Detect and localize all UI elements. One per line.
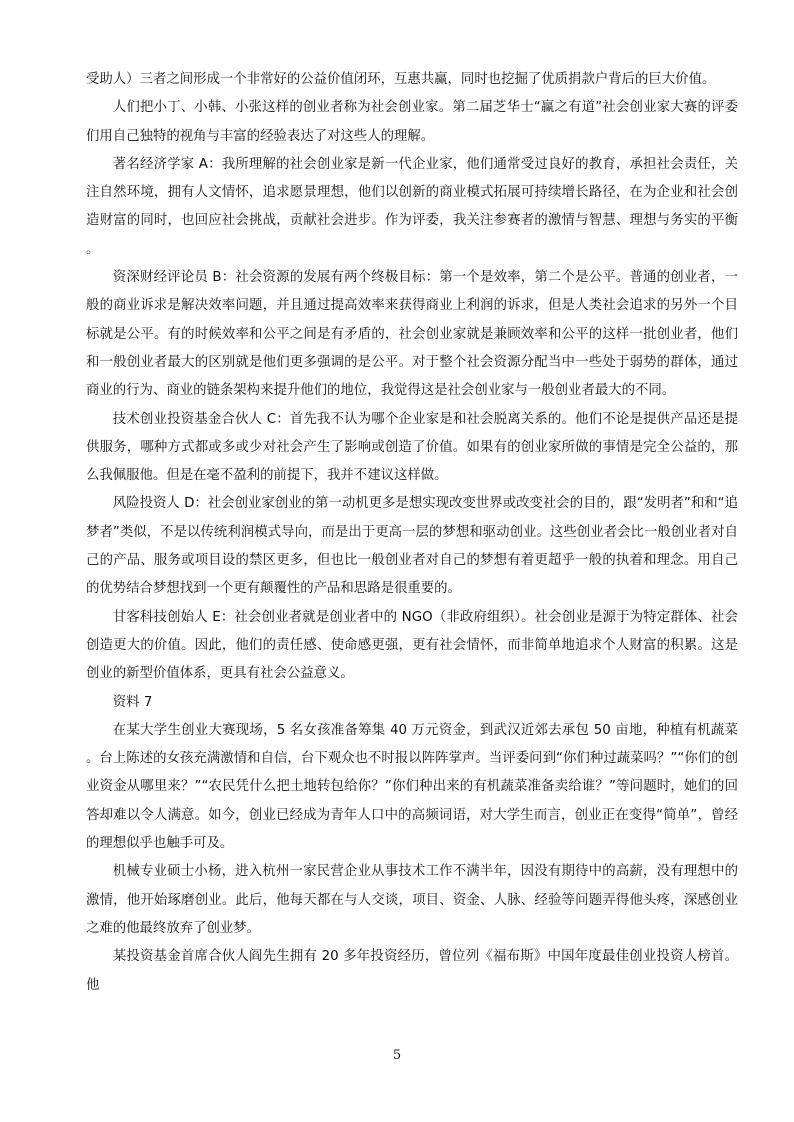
section-heading: 资料 7 <box>112 694 153 710</box>
document-body <box>86 66 738 1000</box>
paragraph-contest-scene: 在某大学生创业大赛现场，5 名女孩准备筹集 40 万元资金，到武汉近郊去承包 50 亩地，种植有机蔬菜。台上陈述的女孩充满激情和自信，台下观众也不时报以阵阵掌声。当评委问到“你们种过蔬菜吗？”“你们的创业资金从哪里来？”“农民凭什么把土地转包给你？”你们种出来的有机蔬菜准备卖给谁？”等问题时，她们的回答却难以令人满意。如今，创业已经成为青年人口中的高频词语，对大学生而言，创业正在变得“简单”，曾经的理想似乎也触手可及。 <box>86 722 738 852</box>
paragraph-judge-d: 风险投资人 D：社会创业家创业的第一动机更多是想实现改变世界或改变社会的目的，跟“发明者”和和“追梦者”类似，不是以传统利润模式导向，而是出于更高一层的梦想和驱动创业。这些创业者会比一般创业者对自己的产品、服务或项目设的禁区更多，但也比一般创业者对自己的梦想有着更超乎一般的执着和理念。用自己的优势结合梦想找到一个更有颠覆性的产品和思路是很重要的。 <box>86 496 738 597</box>
paragraph-judge-b: 资深财经评论员 B：社会资源的发展有两个终极目标：第一个是效率，第二个是公平。普通的创业者，一般的商业诉求是解决效率问题，并且通过提高效率来获得商业上利润的诉求，但是人类社会追求的另外一个目标就是公平。有的时候效率和公平之间是有矛盾的，社会创业家就是兼顾效率和公平的这样一批创业者，他们和一般创业者最大的区别就是他们更多强调的是公平。对于整个社会资源分配当中一些处于弱势的群体，通过商业的行为、商业的链条架构来提升他们的地位，我觉得这是社会创业家与一般创业者最大的不同。 <box>86 270 738 399</box>
paragraph-investor-yan: 某投资基金首席合伙人阎先生拥有 20 多年投资经历，曾位列《福布斯》中国年度最佳创业投资人榜首。他 <box>86 949 738 993</box>
paragraph-judge-a: 著名经济学家 A：我所理解的社会创业家是新一代企业家，他们通常受过良好的教育，承担社会责任，关注自然环境，拥有人文情怀，追求愿景理想，他们以创新的商业模式拓展可持续增长路径，在为企业和社会创造财富的同时，也回应社会挑战，贡献社会进步。作为评委，我关注参赛者的激情与智慧、理想与务实的平衡。 <box>86 156 738 257</box>
paragraph-continued: 受助人）三者之间形成一个非常好的公益价值闭环，互惠共赢，同时也挖掘了优质捐款户背后的巨大价值。 <box>86 72 716 87</box>
page-number: 5 <box>392 1048 402 1063</box>
paragraph-judge-e: 甘客科技创始人 E：社会创业者就是创业者中的 NGO（非政府组织）。社会创业是源于为特定群体、社会创造更大的价值。因此，他们的责任感、使命感更强，更有社会情怀，而非简单地追求个人财富的积累。这是创业的新型价值体系，更具有社会公益意义。 <box>86 609 738 682</box>
paragraph-social-entrepreneur-intro: 人们把小丁、小韩、小张这样的创业者称为社会创业家。第二届芝华士“赢之有道”社会创业家大赛的评委们用自己独特的视角与丰富的经验表达了对这些人的理解。 <box>86 100 738 144</box>
paragraph-xiao-yang: 机械专业硕士小杨，进入杭州一家民营企业从事技术工作不满半年，因没有期待中的高薪，没有理想中的激情，他开始琢磨创业。此后，他每天都在与人交谈，项目、资金、人脉、经验等问题弄得他头疼，深感创业之难的他最终放弃了创业梦。 <box>86 864 738 936</box>
paragraph-judge-c: 技术创业投资基金合伙人 C：首先我不认为哪个企业家是和社会脱离关系的。他们不论是提供产品还是提供服务，哪种方式都或多或少对社会产生了影响或创造了价值。如果有的创业家所做的事情是完全公益的，那么我佩服他。但是在毫不盈利的前提下，我并不建议这样做。 <box>86 411 738 484</box>
